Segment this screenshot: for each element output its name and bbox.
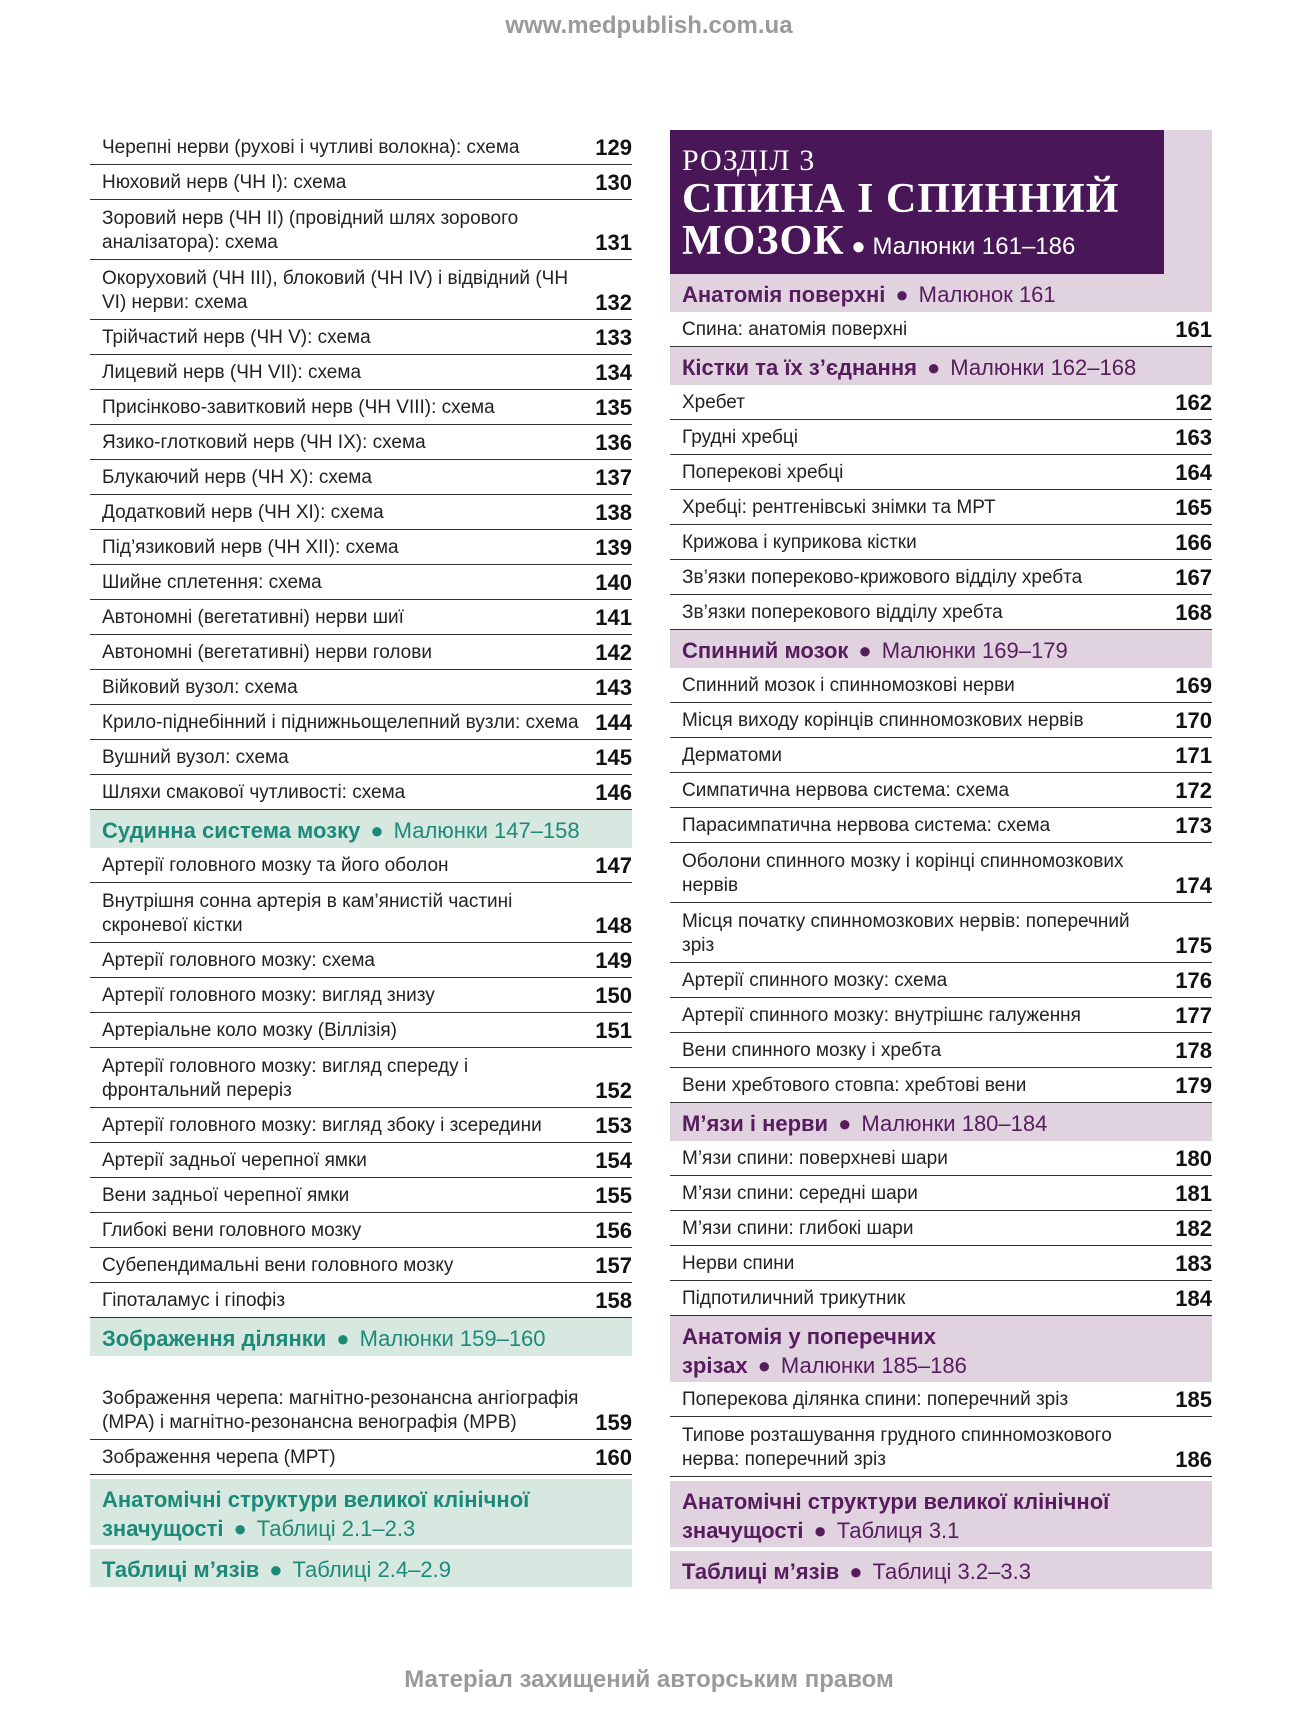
- entry-page: 170: [1175, 708, 1212, 733]
- entry-title: Вени хребтового стовпа: хребтові вени: [682, 1075, 1027, 1096]
- chapter-figures: Малюнки 161–186: [872, 233, 1076, 260]
- toc-entry[interactable]: [90, 600, 632, 635]
- entry-page: 163: [1175, 425, 1212, 450]
- chapter-title-line: МОЗОК: [682, 218, 845, 264]
- entry-title: Крило-піднебінний і піднижньощелепний вузли: схема: [102, 712, 579, 733]
- entry-page: 135: [595, 395, 632, 420]
- section-title: Зображення ділянки: [102, 1326, 327, 1351]
- toc-entry[interactable]: [670, 808, 1212, 843]
- entry-title: Оболони спинного мозку і корінці спинномозкових нервів: [682, 851, 1124, 896]
- entry-page: 149: [595, 948, 632, 973]
- toc-entry[interactable]: [90, 1178, 632, 1213]
- toc-entry[interactable]: [90, 260, 632, 320]
- site-url[interactable]: www.medpublish.com.ua: [505, 12, 793, 39]
- entry-title: Артерії головного мозку: вигляд збоку і зсередини: [102, 1115, 542, 1136]
- toc-entry[interactable]: [670, 998, 1212, 1033]
- bullet-dot-icon: ●: [757, 1353, 771, 1378]
- toc-entry[interactable]: [90, 200, 632, 260]
- section-title: Судинна система мозку: [102, 818, 361, 843]
- entry-page: 143: [595, 675, 632, 700]
- toc-entry[interactable]: [670, 560, 1212, 595]
- toc-left-column: [90, 130, 632, 1587]
- bullet-dot-icon: ●: [813, 1518, 827, 1543]
- section-title: значущості: [102, 1516, 224, 1541]
- toc-entry[interactable]: [670, 843, 1212, 903]
- toc-entry[interactable]: [90, 740, 632, 775]
- toc-entry[interactable]: [90, 1143, 632, 1178]
- entry-page: 161: [1175, 317, 1212, 342]
- section-figures: Таблиця 3.1: [836, 1518, 960, 1543]
- entry-title: Трійчастий нерв (ЧН V): схема: [102, 327, 371, 348]
- toc-entry[interactable]: [670, 490, 1212, 525]
- entry-title: Парасимпатична нервова система: схема: [682, 815, 1051, 836]
- toc-right-column: [670, 130, 1212, 1589]
- section-header-clinical[interactable]: [90, 1479, 632, 1545]
- entry-page: 156: [595, 1218, 632, 1243]
- entry-title: Субепендимальні вени головного мозку: [102, 1255, 454, 1276]
- section-header-muscle-tables[interactable]: [90, 1549, 632, 1587]
- entry-title: Артерії головного мозку: вигляд спереду і фронтальний переріз: [102, 1056, 469, 1101]
- toc-entry[interactable]: [90, 1213, 632, 1248]
- entry-title: Вени спинного мозку і хребта: [682, 1040, 942, 1061]
- entry-title: Спинний мозок і спинномозкові нерви: [682, 675, 1015, 696]
- toc-entry[interactable]: [90, 1013, 632, 1048]
- toc-entry[interactable]: [670, 455, 1212, 490]
- entry-title: Війковий вузол: схема: [102, 677, 298, 698]
- section-figures: Малюнок 161: [918, 282, 1056, 307]
- entry-page: 178: [1175, 1038, 1212, 1063]
- entry-title: Зображення черепа: магнітно-резонансна ангіографія (МРА) і магнітно-резонансна венографія (МРВ): [102, 1388, 579, 1433]
- entry-page: 176: [1175, 968, 1212, 993]
- entries-spinal-cord: [670, 668, 1212, 1103]
- section-title: Анатомія у поперечних: [682, 1324, 936, 1349]
- entry-page: 185: [1175, 1387, 1212, 1412]
- toc-entry[interactable]: [670, 1281, 1212, 1316]
- toc-entry[interactable]: [670, 312, 1212, 347]
- entry-title: Вени задньої черепної ямки: [102, 1185, 350, 1206]
- entry-page: 169: [1175, 673, 1212, 698]
- toc-entry[interactable]: [670, 1417, 1212, 1477]
- entry-page: 168: [1175, 600, 1212, 625]
- toc-entry[interactable]: [90, 1440, 632, 1475]
- section-figures: Малюнки 169–179: [881, 638, 1068, 663]
- entry-title: Шийне сплетення: схема: [102, 572, 322, 593]
- entry-title: Артерії задньої черепної ямки: [102, 1150, 367, 1171]
- entries-bones: [670, 385, 1212, 630]
- entry-page: 132: [595, 290, 632, 315]
- entry-page: 131: [595, 230, 632, 255]
- entry-page: 147: [595, 853, 632, 878]
- toc-entry[interactable]: [670, 1068, 1212, 1103]
- toc-entry[interactable]: [90, 425, 632, 460]
- entry-page: 157: [595, 1253, 632, 1278]
- bullet-dot-icon: ●: [851, 233, 866, 260]
- entry-title: Артеріальне коло мозку (Віллізія): [102, 1020, 397, 1041]
- entry-page: 151: [595, 1018, 632, 1043]
- entry-title: Під’язиковий нерв (ЧН XII): схема: [102, 537, 399, 558]
- entry-page: 158: [595, 1288, 632, 1313]
- entry-title: Хребці: рентгенівські знімки та МРТ: [682, 497, 996, 518]
- entry-page: 171: [1175, 743, 1212, 768]
- entry-page: 160: [595, 1445, 632, 1470]
- section-figures: Таблиці 2.1–2.3: [256, 1516, 416, 1541]
- section-title: Таблиці м’язів: [682, 1559, 840, 1584]
- section-title: Анатомічні структури великої клінічної: [682, 1489, 1110, 1514]
- toc-entry[interactable]: [670, 1382, 1212, 1417]
- entry-title: Нюховий нерв (ЧН I): схема: [102, 172, 347, 193]
- entry-title: Поперекові хребці: [682, 462, 844, 483]
- section-figures: Малюнки 162–168: [950, 355, 1137, 380]
- toc-entry[interactable]: [670, 773, 1212, 808]
- bullet-dot-icon: ●: [926, 355, 941, 380]
- entry-page: 159: [595, 1410, 632, 1435]
- entry-page: 153: [595, 1113, 632, 1138]
- entry-title: Додатковий нерв (ЧН XI): схема: [102, 502, 384, 523]
- entry-page: 183: [1175, 1251, 1212, 1276]
- entry-title: Внутрішня сонна артерія в кам’янистій частині скроневої кістки: [102, 891, 513, 936]
- entry-title: Вушний вузол: схема: [102, 747, 289, 768]
- entry-title: Місця початку спинномозкових нервів: поперечний зріз: [682, 911, 1130, 956]
- entry-title: Нерви спини: [682, 1253, 795, 1274]
- toc-entry[interactable]: [90, 848, 632, 883]
- entries-cross-sections: [670, 1382, 1212, 1477]
- entry-page: 166: [1175, 530, 1212, 555]
- entry-page: 180: [1175, 1146, 1212, 1171]
- entry-page: 165: [1175, 495, 1212, 520]
- bullet-dot-icon: ●: [895, 282, 909, 307]
- toc-entry[interactable]: [90, 390, 632, 425]
- toc-entry[interactable]: [90, 1108, 632, 1143]
- entry-page: 137: [595, 465, 632, 490]
- section-figures: Малюнки 180–184: [861, 1111, 1048, 1136]
- toc-entry[interactable]: [90, 775, 632, 810]
- entry-page: 145: [595, 745, 632, 770]
- section-header-spinal-cord[interactable]: [670, 630, 1212, 668]
- entry-title: Симпатична нервова система: схема: [682, 780, 1010, 801]
- entry-page: 130: [595, 170, 632, 195]
- entry-title: Артерії головного мозку та його оболон: [102, 855, 449, 876]
- entry-page: 141: [595, 605, 632, 630]
- chapter-title-line: СПИНА І СПИННИЙ: [682, 176, 1120, 222]
- entry-title: Зоровий нерв (ЧН II) (провідний шлях зорового аналізатора): схема: [102, 208, 519, 253]
- entry-title: Місця виходу корінців спинномозкових нервів: [682, 710, 1084, 731]
- entry-title: Автономні (вегетативні) нерви голови: [102, 642, 432, 663]
- section-header-surface[interactable]: [670, 274, 1212, 312]
- section-title: Кістки та їх з’єднання: [682, 355, 917, 380]
- bullet-dot-icon: ●: [269, 1557, 283, 1582]
- bullet-dot-icon: ●: [336, 1326, 350, 1351]
- entry-page: 138: [595, 500, 632, 525]
- entries-imaging: [90, 1356, 632, 1475]
- chapter-header[interactable]: [670, 130, 1212, 274]
- entry-title: Автономні (вегетативні) нерви шиї: [102, 607, 404, 628]
- toc-entry[interactable]: [90, 130, 632, 165]
- toc-entry[interactable]: [90, 495, 632, 530]
- toc-entry[interactable]: [670, 668, 1212, 703]
- toc-entry[interactable]: [670, 738, 1212, 773]
- section-figures: Малюнки 185–186: [780, 1353, 967, 1378]
- entry-title: Гіпоталамус і гіпофіз: [102, 1290, 286, 1311]
- entry-title: Дерматоми: [682, 745, 782, 766]
- entry-title: Язико-глотковий нерв (ЧН IX): схема: [102, 432, 426, 453]
- section-title: Спинний мозок: [682, 638, 849, 663]
- section-title: Таблиці м’язів: [102, 1557, 260, 1582]
- toc-entry[interactable]: [670, 525, 1212, 560]
- entry-page: 148: [595, 913, 632, 938]
- toc-entry[interactable]: [90, 460, 632, 495]
- entry-page: 146: [595, 780, 632, 805]
- section-header-cross-sections[interactable]: [670, 1316, 1212, 1382]
- entry-page: 150: [595, 983, 632, 1008]
- toc-entry[interactable]: [670, 595, 1212, 630]
- toc-entry[interactable]: [90, 1283, 632, 1318]
- toc-entry[interactable]: [670, 1033, 1212, 1068]
- section-figures: Малюнки 147–158: [393, 818, 580, 843]
- entry-title: Типове розташування грудного спинномозкового нерва: поперечний зріз: [682, 1425, 1112, 1470]
- entry-title: Підпотиличний трикутник: [682, 1288, 906, 1309]
- entry-page: 162: [1175, 390, 1212, 415]
- toc-entry[interactable]: [670, 1176, 1212, 1211]
- section-header-muscles-nerves[interactable]: [670, 1103, 1212, 1141]
- entry-page: 134: [595, 360, 632, 385]
- toc-entry[interactable]: [90, 1248, 632, 1283]
- entry-page: 184: [1175, 1286, 1212, 1311]
- section-header-muscle-tables[interactable]: [670, 1551, 1212, 1589]
- entry-title: Артерії головного мозку: вигляд знизу: [102, 985, 435, 1006]
- toc-entry[interactable]: [90, 1048, 632, 1108]
- toc-entry[interactable]: [670, 1211, 1212, 1246]
- toc-entry[interactable]: [670, 963, 1212, 998]
- entry-title: Артерії головного мозку: схема: [102, 950, 375, 971]
- entry-page: 152: [595, 1078, 632, 1103]
- toc-entry[interactable]: [670, 385, 1212, 420]
- bullet-dot-icon: ●: [370, 818, 384, 843]
- toc-entry[interactable]: [90, 635, 632, 670]
- section-title: Анатомічні структури великої клінічної: [102, 1487, 530, 1512]
- entry-title: Зв’язки попереково-крижового відділу хребта: [682, 567, 1083, 588]
- chapter-label: РОЗДІЛ 3: [682, 144, 816, 177]
- section-title: зрізах: [682, 1353, 748, 1378]
- entry-title: Спина: анатомія поверхні: [682, 319, 908, 340]
- section-header-imaging[interactable]: [90, 1318, 632, 1356]
- entry-title: Блукаючий нерв (ЧН X): схема: [102, 467, 372, 488]
- entry-title: М’язи спини: глибокі шари: [682, 1218, 914, 1239]
- entry-page: 142: [595, 640, 632, 665]
- section-title: значущості: [682, 1518, 804, 1543]
- toc-entry[interactable]: [90, 355, 632, 390]
- toc-entry[interactable]: [670, 703, 1212, 738]
- toc-entry[interactable]: [670, 1141, 1212, 1176]
- toc-entry[interactable]: [670, 903, 1212, 963]
- section-title: Анатомія поверхні: [682, 282, 886, 307]
- chapter-title-box: [670, 130, 1164, 274]
- entry-page: 172: [1175, 778, 1212, 803]
- section-title: М’язи і нерви: [682, 1111, 829, 1136]
- entry-title: Хребет: [682, 392, 745, 413]
- entry-page: 182: [1175, 1216, 1212, 1241]
- toc-entry[interactable]: [90, 565, 632, 600]
- entry-title: Присінково-завитковий нерв (ЧН VIII): схема: [102, 397, 495, 418]
- bullet-dot-icon: ●: [849, 1559, 863, 1584]
- chapter-title: [682, 178, 1152, 268]
- entry-page: 174: [1175, 873, 1212, 898]
- entry-page: 175: [1175, 933, 1212, 958]
- entry-title: Зв’язки поперекового відділу хребта: [682, 602, 1003, 623]
- entry-page: 167: [1175, 565, 1212, 590]
- entry-title: Артерії спинного мозку: схема: [682, 970, 948, 991]
- entry-page: 179: [1175, 1073, 1212, 1098]
- toc-entry[interactable]: [90, 1356, 632, 1440]
- section-header-vascular[interactable]: [90, 810, 632, 848]
- entry-title: Окоруховий (ЧН III), блоковий (ЧН IV) і відвідний (ЧН VI) нерви: схема: [102, 268, 569, 313]
- entry-title: М’язи спини: середні шари: [682, 1183, 918, 1204]
- entry-page: 139: [595, 535, 632, 560]
- toc-entry[interactable]: [90, 978, 632, 1013]
- toc-entry[interactable]: [90, 530, 632, 565]
- entry-title: Черепні нерви (рухові і чутливі волокна): схема: [102, 137, 520, 158]
- entry-title: Грудні хребці: [682, 427, 798, 448]
- copyright-footer: Матеріал захищений авторським правом: [404, 1666, 894, 1693]
- section-figures: Таблиці 3.2–3.3: [872, 1559, 1031, 1584]
- entry-title: Крижова і куприкова кістки: [682, 532, 917, 553]
- section-header-clinical[interactable]: [670, 1481, 1212, 1547]
- toc-entry[interactable]: [670, 1246, 1212, 1281]
- entry-page: 140: [595, 570, 632, 595]
- toc-entry[interactable]: [90, 943, 632, 978]
- bullet-dot-icon: ●: [858, 638, 872, 663]
- entry-title: Поперекова ділянка спини: поперечний зріз: [682, 1389, 1069, 1410]
- entries-muscles-nerves: [670, 1141, 1212, 1316]
- entry-page: 154: [595, 1148, 632, 1173]
- toc-entry[interactable]: [90, 705, 632, 740]
- entry-page: 144: [595, 710, 632, 735]
- section-header-bones[interactable]: [670, 347, 1212, 385]
- entry-page: 136: [595, 430, 632, 455]
- entry-title: Глибокі вени головного мозку: [102, 1220, 362, 1241]
- toc-entry[interactable]: [90, 165, 632, 200]
- entries-vascular: [90, 848, 632, 1318]
- toc-entry[interactable]: [90, 670, 632, 705]
- entry-page: 164: [1175, 460, 1212, 485]
- entry-page: 181: [1175, 1181, 1212, 1206]
- entry-title: Лицевий нерв (ЧН VII): схема: [102, 362, 362, 383]
- entries-cranial-nerves: [90, 130, 632, 810]
- bullet-dot-icon: ●: [838, 1111, 852, 1136]
- entry-page: 177: [1175, 1003, 1212, 1028]
- entry-title: Зображення черепа (МРТ): [102, 1447, 336, 1468]
- bullet-dot-icon: ●: [233, 1516, 247, 1541]
- section-figures: Таблиці 2.4–2.9: [292, 1557, 451, 1582]
- toc-entry[interactable]: [90, 883, 632, 943]
- section-figures: Малюнки 159–160: [359, 1326, 546, 1351]
- toc-entry[interactable]: [90, 320, 632, 355]
- entry-title: М’язи спини: поверхневі шари: [682, 1148, 948, 1169]
- entry-page: 129: [595, 135, 632, 160]
- entry-page: 155: [595, 1183, 632, 1208]
- chapter-accent-strip: [1164, 130, 1212, 274]
- entry-title: Артерії спинного мозку: внутрішнє галуження: [682, 1005, 1081, 1026]
- toc-entry[interactable]: [670, 420, 1212, 455]
- entries-surface: [670, 312, 1212, 347]
- entry-title: Шляхи смакової чутливості: схема: [102, 782, 406, 803]
- entry-page: 133: [595, 325, 632, 350]
- entry-page: 186: [1175, 1447, 1212, 1472]
- entry-page: 173: [1175, 813, 1212, 838]
